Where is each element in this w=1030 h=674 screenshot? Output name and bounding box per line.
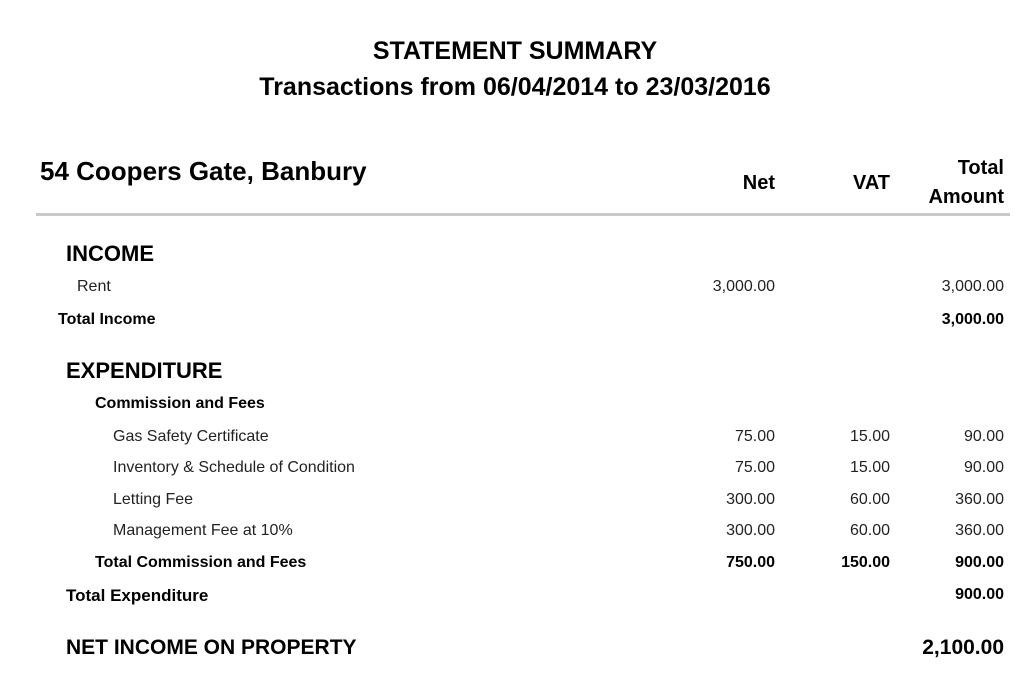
property-address: 54 Coopers Gate, Banbury: [40, 156, 367, 186]
column-header-total-line2: Amount: [928, 186, 1004, 208]
expense-row-vat: 60.00: [849, 522, 890, 539]
expense-row-total: 360.00: [955, 491, 1004, 508]
total-commission-net: 750.00: [726, 554, 775, 571]
expense-row-net: 75.00: [734, 459, 775, 476]
expense-row-vat: 15.00: [849, 459, 890, 476]
expense-row-vat: 15.00: [849, 428, 890, 445]
expense-row-label: Management Fee at 10%: [113, 522, 293, 539]
total-commission-label: Total Commission and Fees: [95, 554, 307, 571]
income-heading: INCOME: [66, 241, 154, 266]
total-commission-vat: 150.00: [841, 554, 890, 571]
expenditure-heading: EXPENDITURE: [66, 358, 223, 383]
expense-row-label: Gas Safety Certificate: [113, 428, 269, 445]
total-expenditure-value: 900.00: [955, 586, 1004, 603]
net-income-value: 2,100.00: [922, 636, 1004, 659]
expense-row-total: 360.00: [955, 522, 1004, 539]
total-expenditure-label: Total Expenditure: [66, 586, 209, 605]
column-header-total-line1: Total: [957, 157, 1004, 179]
expense-row-net: 75.00: [734, 428, 775, 445]
header-divider: [36, 213, 1010, 216]
net-income-label: NET INCOME ON PROPERTY: [66, 636, 357, 659]
expense-row-total: 90.00: [963, 459, 1004, 476]
expense-row-vat: 60.00: [849, 491, 890, 508]
column-header-vat: VAT: [852, 172, 890, 194]
total-income-label: Total Income: [58, 311, 156, 328]
expense-row-total: 90.00: [963, 428, 1004, 445]
statement-title: STATEMENT SUMMARY: [372, 37, 658, 65]
expense-row-label: Letting Fee: [113, 491, 194, 508]
commission-group-heading: Commission and Fees: [95, 395, 265, 412]
expense-row-label: Inventory & Schedule of Condition: [113, 459, 355, 476]
expense-row-net: 300.00: [726, 522, 775, 539]
total-income-value: 3,000.00: [941, 311, 1004, 328]
income-row-label: Rent: [77, 278, 111, 295]
total-commission-total: 900.00: [955, 554, 1004, 571]
statement-date-range: Transactions from 06/04/2014 to 23/03/2016: [259, 73, 771, 101]
income-row-total: 3,000.00: [941, 278, 1004, 295]
expense-row-net: 300.00: [726, 491, 775, 508]
income-row-net: 3,000.00: [712, 278, 775, 295]
column-header-net: Net: [742, 172, 775, 194]
